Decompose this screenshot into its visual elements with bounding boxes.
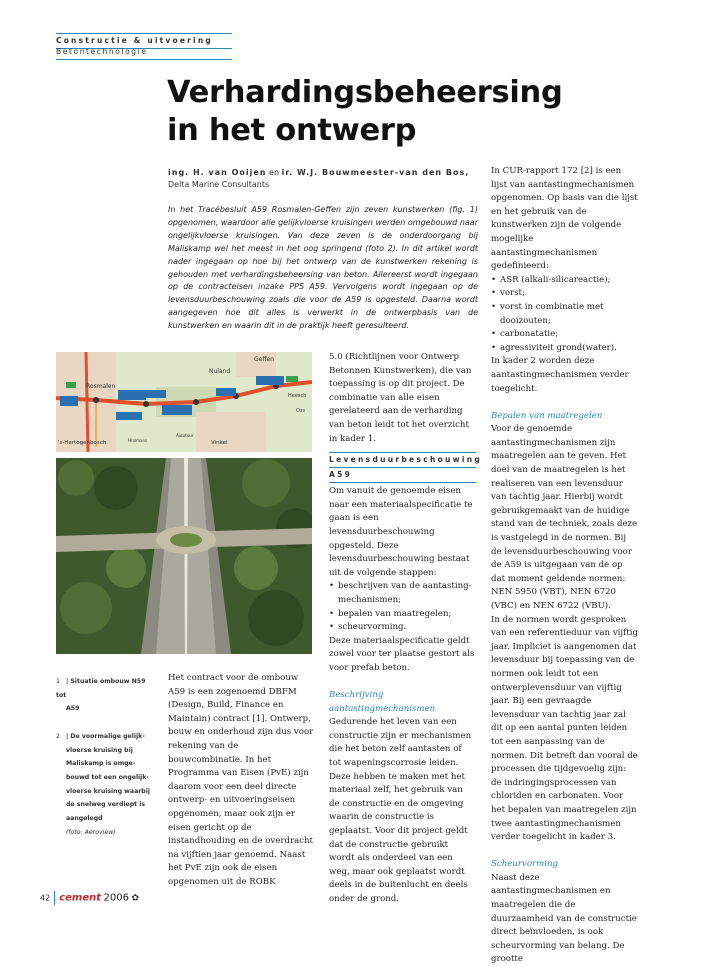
section-heading: Levensduurbeschouwing <box>329 452 476 468</box>
intro-paragraph: In het Tracébesluit A59 Rosmalen-Geffen zijn zeven kunstwerken (fig. 1) opgenomen, waardoor alle gelijkvloerse kruisingen werden omgebouwd naar ongelijkvloerse kruisingen. Van deze zeven is de onderdoorgang bij Maliskamp wel het meest in het oog springend (foto 2). In dit artikel wordt nader ingegaan op hoe bij het ontwerp van de kunstwerken rekening is gehouden met verhardingsbeheersing van beton. Allereerst wordt ingegaan op de contracteisen inzake PPS A59. Vervolgens wordt ingegaan op de levensduurbeschouwing zoals die voor de A59 is opgesteld. Daarna wordt aangegeven hoe dit alles is verwerkt in de ontwerpbasis van de kunstwerken en waarin dit in de praktijk heeft geresulteerd. <box>168 205 478 331</box>
list-item: • vorst; <box>491 287 639 301</box>
map-label-hrolmans: Hrolmans <box>128 438 148 443</box>
map-label-geffen: Geffen <box>254 356 274 363</box>
affiliation: Delta Marine Consultants <box>168 180 270 189</box>
title-line-2: in het ontwerp <box>167 113 417 148</box>
magazine-logo: cement <box>59 892 101 904</box>
subheading: Beschrijving aantastingmechanismen <box>329 690 436 714</box>
map-label-vinkel: Vinkel <box>211 440 228 446</box>
aerial-photo <box>56 458 312 654</box>
paragraph: In CUR-rapport 172 [2] is een lijst van aantastingmechanismen opgenomen. Op basis van die lijst en het gebruik van de kunstwerken zijn de volgende mogelijke aantastingmechanismen gedefinieerd: <box>491 166 638 272</box>
author-1: ing. H. van Ooijen <box>168 168 267 177</box>
paragraph: In kader 2 worden deze aantastingmechanismen verder toegelicht. <box>491 356 629 394</box>
caption-2-line: bouwd tot een ongelijk- <box>66 773 149 781</box>
caption-1-line: A59 <box>66 705 80 713</box>
page-number: 42 <box>40 893 51 903</box>
photo-credit: (foto: Aeroview) <box>66 828 116 836</box>
map-label-oss: Oss <box>296 408 306 414</box>
column-middle <box>329 351 483 907</box>
aerial-photo-graphic <box>56 458 312 654</box>
paragraph: 5.0 (Richtlijnen voor Ontwerp Betonnen Kunstwerken), die van toepassing is op dit project. De combinatie van alle eisen gerelateerd aan de verharding van beton leidt tot het overzicht in kader 1. <box>329 352 472 444</box>
list-item: • agressiviteit grond(water). <box>491 342 639 356</box>
caption-1-line: | Situatie ombouw N59 tot <box>56 678 146 699</box>
caption-2-line: | De voormalige gelijk- <box>66 732 145 740</box>
map-label-rosmalen: Rosmalen <box>86 383 116 390</box>
mechanisms-list <box>491 274 639 356</box>
authors-conj: en <box>266 168 282 177</box>
caption-2-line: aangelegd <box>66 815 103 823</box>
footer-divider <box>54 891 55 905</box>
caption-2-line: de snelweg verdiept is <box>66 801 146 809</box>
section-heading-2: A59 <box>329 468 476 483</box>
paragraph: Naast deze aantastingmechanismen en maatregelen die de duurzaamheid van de constructie direct beïnvloeden, is ook scheurvorming van belang. De grootte <box>491 872 637 965</box>
list-item: • beschrijven van de aantasting-mechanismen; <box>329 580 476 607</box>
column-left <box>168 672 314 890</box>
column-right <box>491 165 639 967</box>
caption-2-line: Maliskamp is omge- <box>66 760 136 768</box>
paragraph: Voor de genoemde aantastingmechanismen zijn maatregelen aan te geven. Het doel van de maatregelen is het realiseren van een levensduur van tachtig jaar. Hierbij wordt gebruikgemaakt van de huidige stand van de techniek, zoals deze is vastgelegd in de normen. Bij de levensduurbeschouwing voor de A59 is uitgegaan van de op dat moment geldende normen: NEN 5950 (VBT), NEN 6720 (VBC) en NEN 6722 (VBU). <box>491 424 638 611</box>
paragraph: Om vanuit de genoemde eisen naar een materiaalspecificatie te gaan is een levensduurbeschouwing opgesteld. Deze levensduurbeschouwing bestaat uit de volgende stappen: <box>329 486 473 578</box>
authors <box>168 167 478 191</box>
caption-2-line: vloerse kruising bij <box>66 746 133 754</box>
steps-list <box>329 580 476 634</box>
list-item: • scheurvorming. <box>329 621 476 635</box>
subheading: Scheurvorming <box>491 859 559 870</box>
map-label-autotour: Autotour <box>176 433 194 438</box>
subsection-header: Betontechnologie <box>56 45 232 60</box>
article-title <box>167 74 587 150</box>
list-item: • carbonatatie; <box>491 328 639 342</box>
map-graphic <box>56 352 312 452</box>
flower-icon: ✿ <box>131 893 140 904</box>
issue-year: 2006 <box>103 892 129 904</box>
situation-map <box>56 352 312 452</box>
paragraph: Deze materiaalspecificatie geldt zowel voor ter plaatse gestort als voor prefab beton. <box>329 635 475 673</box>
list-item: • bepalen van maatregelen; <box>329 608 476 622</box>
paragraph: Gedurende het leven van een constructie zijn er mechanismen die het beton zelf aantasten of tot wapeningscorrosie leiden. Deze hebben te maken met het materiaal zelf, het gebruik van de constructie en de omgeving waarin de constructie is geplaatst. Voor dit project geldt dat de constructie gebruikt wordt als onderdeel van een weg, maar ook geplaatst wordt deels in de buitenlucht en deels onder de grond. <box>329 717 472 904</box>
title-line-1: Verhardingsbeheersing <box>167 75 563 110</box>
caption-1-number: 1 <box>56 678 60 685</box>
paragraph: Het contract voor de ombouw A59 is een zogenoemd DBFM (Design, Build, Finance en Maintain) contract [1]. Ontwerp, bouw en onderhoud zijn dus voor rekening van de bouwcombinatie. In het Programma van Eisen (PvE) zijn daarom voor een deel directe ontwerp- en uitvoeringseisen opgenomen, maar ook zijn er eisen gericht op de instandhouding en de overdracht na vijftien jaar genoemd. Naast het PvE zijn ook de eisen opgenomen uit de ROBK <box>168 673 314 887</box>
caption-2-number: 2 <box>56 732 60 740</box>
paragraph: In de normen wordt gesproken van een referentieduur van vijftig jaar. Impliciet is aangenomen dat levensduur bij toepassing van de normen ook leidt tot een ontwerplevensduur van vijftig jaar. Bij een gevraagde levensduur van tachtig jaar zal dit op een aantal punten leiden tot een aanpassing van de normen. Dit betreft dan vooral de processen die tijdgevoelig zijn: de indringingsprocessen van chloriden en carbonaten. Voor het bepalen van maatregelen zijn twee aantastingmechanismen verder toegelicht in kader 3. <box>491 614 638 843</box>
section-header: Constructie & uitvoering <box>56 33 232 49</box>
caption-2-line: vloerse kruising waarbij <box>66 787 150 795</box>
author-2: ir. W.J. Bouwmeester-van den Bos, <box>281 168 470 177</box>
map-label-heesch: Heesch <box>288 393 307 399</box>
list-item: • vorst in combinatie met dooizouten; <box>491 301 639 328</box>
caption-2 <box>56 730 156 744</box>
subheading: Bepalen van maatregelen <box>491 410 603 421</box>
figure-captions <box>56 675 156 839</box>
map-label-nuland: Nuland <box>209 368 231 375</box>
list-item: • ASR (alkali-silicareactie); <box>491 274 639 288</box>
map-label-hertogenbosch: 's-Hertogenbosch <box>58 440 107 446</box>
page-footer <box>40 891 139 905</box>
caption-1 <box>56 675 156 702</box>
